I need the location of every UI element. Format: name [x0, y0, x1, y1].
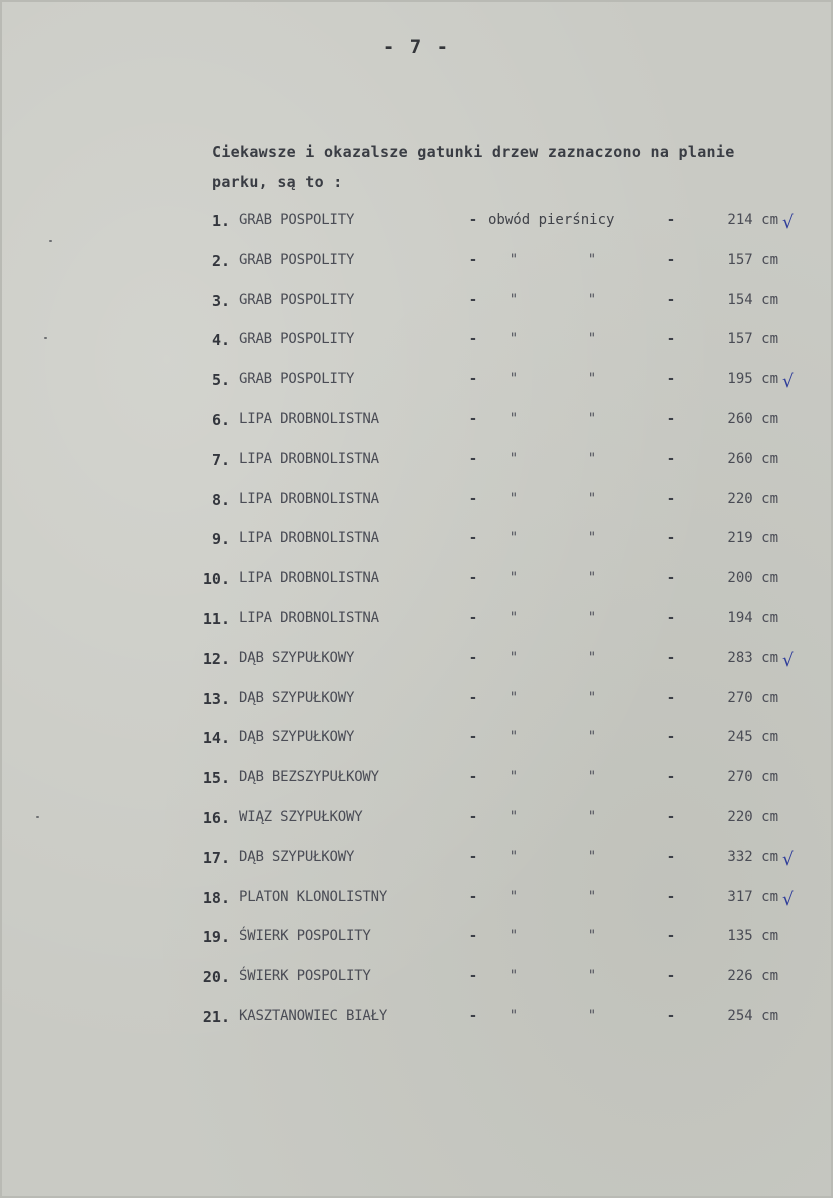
dash-mark: -: [468, 450, 478, 467]
ditto-mark: ": [509, 808, 519, 825]
dash-mark: -: [468, 848, 478, 865]
dash-mark: -: [666, 769, 676, 786]
girth-value: 200 cm: [727, 570, 778, 587]
girth-value: 260 cm: [727, 410, 778, 427]
ditto-mark: ": [509, 570, 519, 587]
ditto-mark: ": [587, 371, 597, 388]
tree-species: GRAB POSPOLITY: [239, 212, 355, 228]
check-mark-icon: √: [782, 212, 794, 233]
tree-species: GRAB POSPOLITY: [239, 331, 355, 348]
ditto-mark: ": [587, 649, 597, 666]
list-item: [0, 483, 833, 523]
dash-mark: -: [666, 689, 676, 706]
item-number: 16.: [202, 808, 230, 827]
list-item: [0, 801, 833, 841]
list-item: [0, 403, 833, 443]
ditto-mark: ": [587, 410, 597, 427]
list-item: [0, 761, 833, 801]
dash-mark: -: [468, 331, 478, 348]
list-item: [0, 363, 833, 403]
check-mark-icon: √: [782, 649, 794, 671]
ditto-mark: ": [587, 530, 597, 547]
ditto-mark: ": [509, 450, 519, 467]
dash-mark: -: [468, 212, 478, 228]
list-item: [0, 204, 833, 244]
ditto-mark: ": [509, 490, 519, 507]
tree-list: [0, 204, 833, 1040]
ditto-mark: ": [587, 689, 597, 706]
ditto-mark: ": [587, 609, 597, 626]
list-item: [0, 841, 833, 881]
list-item: [0, 920, 833, 960]
girth-value: 270 cm: [727, 689, 778, 706]
list-item: [0, 602, 833, 642]
check-mark-icon: √: [782, 371, 794, 393]
check-mark-icon: √: [782, 888, 794, 910]
dash-mark: -: [666, 251, 676, 268]
item-number: 4.: [211, 331, 230, 350]
page-number: - 7 -: [382, 36, 451, 58]
list-item: [0, 284, 833, 324]
tree-species: ŚWIERK POSPOLITY: [239, 928, 371, 945]
ditto-mark: ": [587, 928, 597, 945]
tree-species: LIPA DROBNOLISTNA: [239, 450, 379, 467]
ditto-mark: ": [587, 570, 597, 587]
girth-value: 219 cm: [727, 530, 778, 547]
list-item: [0, 522, 833, 562]
ditto-mark: ": [509, 1007, 519, 1024]
ditto-mark: ": [587, 848, 597, 865]
dash-mark: -: [468, 689, 478, 706]
item-number: 2.: [211, 251, 230, 270]
dash-mark: -: [666, 410, 676, 427]
item-number: 21.: [202, 1007, 230, 1026]
tree-species: LIPA DROBNOLISTNA: [239, 410, 379, 427]
tree-species: GRAB POSPOLITY: [239, 371, 355, 388]
ditto-mark: ": [587, 808, 597, 825]
tree-species: LIPA DROBNOLISTNA: [239, 530, 379, 547]
item-number: 8.: [211, 490, 230, 509]
ditto-mark: ": [587, 490, 597, 507]
item-number: 5.: [211, 371, 230, 390]
intro-line-1: Ciekawsze i okazalsze gatunki drzew zaznaczono na planie: [212, 143, 735, 161]
dash-mark: -: [468, 530, 478, 547]
item-number: 11.: [202, 609, 230, 628]
girth-value: 254 cm: [727, 1007, 778, 1024]
dash-mark: -: [468, 291, 478, 308]
ditto-mark: ": [509, 888, 519, 905]
dash-mark: -: [468, 968, 478, 985]
item-number: 17.: [202, 848, 230, 867]
dash-mark: -: [666, 609, 676, 626]
dash-mark: -: [468, 888, 478, 905]
dash-mark: -: [468, 1007, 478, 1024]
dash-mark: -: [666, 649, 676, 666]
dash-mark: -: [666, 212, 676, 228]
list-item: [0, 323, 833, 363]
tree-species: DĄB SZYPUŁKOWY: [239, 689, 355, 706]
ditto-mark: ": [509, 928, 519, 945]
ditto-mark: ": [587, 888, 597, 905]
list-item: [0, 562, 833, 602]
girth-value: 195 cm: [727, 371, 778, 388]
list-item: [0, 1000, 833, 1040]
girth-value: 220 cm: [727, 490, 778, 507]
tree-species: GRAB POSPOLITY: [239, 251, 355, 268]
girth-value: 245 cm: [727, 729, 778, 746]
ditto-mark: ": [587, 251, 597, 268]
ditto-mark: ": [587, 729, 597, 746]
girth-value: 154 cm: [727, 291, 778, 308]
dash-mark: -: [468, 490, 478, 507]
ditto-mark: ": [509, 371, 519, 388]
tree-species: DĄB SZYPUŁKOWY: [239, 848, 355, 865]
dash-mark: -: [468, 649, 478, 666]
dash-mark: -: [666, 808, 676, 825]
dash-mark: -: [468, 371, 478, 388]
dash-mark: -: [468, 410, 478, 427]
item-number: 9.: [211, 530, 230, 549]
ditto-mark: ": [587, 1007, 597, 1024]
dash-mark: -: [666, 968, 676, 985]
ditto-mark: ": [509, 410, 519, 427]
list-item: [0, 881, 833, 921]
intro-line-2: parku, są to :: [212, 173, 343, 191]
girth-value: 317 cm: [727, 888, 778, 905]
girth-value: 226 cm: [727, 968, 778, 985]
dash-mark: -: [468, 609, 478, 626]
girth-value: 135 cm: [727, 928, 778, 945]
dash-mark: -: [666, 331, 676, 348]
girth-value: 157 cm: [727, 331, 778, 348]
check-mark-icon: √: [782, 848, 794, 870]
ditto-mark: ": [587, 291, 597, 308]
list-item: [0, 721, 833, 761]
dash-mark: -: [468, 570, 478, 587]
dash-mark: -: [666, 1007, 676, 1024]
dash-mark: -: [666, 450, 676, 467]
tree-species: GRAB POSPOLITY: [239, 291, 355, 308]
girth-value: 332 cm: [727, 848, 778, 865]
ditto-mark: ": [509, 291, 519, 308]
item-number: 19.: [202, 928, 230, 947]
girth-value: 283 cm: [727, 649, 778, 666]
item-number: 14.: [202, 729, 230, 748]
tree-species: DĄB SZYPUŁKOWY: [239, 729, 355, 746]
tree-species: LIPA DROBNOLISTNA: [239, 609, 379, 626]
item-number: 12.: [202, 649, 230, 668]
list-item: [0, 244, 833, 284]
item-number: 20.: [202, 968, 230, 987]
dash-mark: -: [666, 888, 676, 905]
ditto-mark: ": [509, 649, 519, 666]
ditto-mark: ": [509, 729, 519, 746]
ditto-mark: ": [587, 450, 597, 467]
item-number: 6.: [211, 410, 230, 429]
item-number: 7.: [211, 450, 230, 469]
girth-value: 157 cm: [727, 251, 778, 268]
tree-species: PLATON KLONOLISTNY: [239, 888, 388, 905]
list-item: [0, 682, 833, 722]
tree-species: WIĄZ SZYPUŁKOWY: [239, 808, 363, 825]
ditto-mark: ": [509, 769, 519, 786]
intro-paragraph: [212, 137, 792, 197]
ditto-mark: ": [509, 331, 519, 348]
ditto-mark: ": [587, 968, 597, 985]
dash-mark: -: [468, 808, 478, 825]
dash-mark: -: [666, 729, 676, 746]
dash-mark: -: [468, 729, 478, 746]
ditto-mark: ": [509, 609, 519, 626]
dash-mark: -: [666, 928, 676, 945]
item-number: 10.: [202, 570, 230, 589]
girth-value: 194 cm: [727, 609, 778, 626]
dash-mark: -: [666, 371, 676, 388]
ditto-mark: ": [587, 331, 597, 348]
dash-mark: -: [666, 848, 676, 865]
tree-species: DĄB SZYPUŁKOWY: [239, 649, 355, 666]
item-number: 18.: [202, 888, 230, 907]
list-item: [0, 960, 833, 1000]
girth-value: 260 cm: [727, 450, 778, 467]
list-item: [0, 642, 833, 682]
tree-species: KASZTANOWIEC BIAŁY: [239, 1007, 388, 1024]
dash-mark: -: [666, 570, 676, 587]
dash-mark: -: [468, 928, 478, 945]
dash-mark: -: [666, 291, 676, 308]
ditto-mark: ": [587, 769, 597, 786]
girth-value: 214 cm: [727, 212, 778, 228]
ditto-mark: ": [509, 968, 519, 985]
ditto-mark: ": [509, 530, 519, 547]
tree-species: ŚWIERK POSPOLITY: [239, 968, 371, 985]
list-item: [0, 443, 833, 483]
tree-species: LIPA DROBNOLISTNA: [239, 490, 379, 507]
dash-mark: -: [666, 530, 676, 547]
item-number: 15.: [202, 769, 230, 788]
girth-value: 270 cm: [727, 769, 778, 786]
tree-species: LIPA DROBNOLISTNA: [239, 570, 379, 587]
item-number: 1.: [211, 212, 230, 230]
ditto-mark: ": [509, 848, 519, 865]
ditto-mark: ": [509, 689, 519, 706]
item-number: 3.: [211, 291, 230, 310]
dash-mark: -: [468, 769, 478, 786]
ditto-mark: ": [509, 251, 519, 268]
girth-value: 220 cm: [727, 808, 778, 825]
tree-species: DĄB BEZSZYPUŁKOWY: [239, 769, 379, 786]
item-number: 13.: [202, 689, 230, 708]
dash-mark: -: [666, 490, 676, 507]
measure-label: obwód pierśnicy: [488, 212, 615, 228]
dash-mark: -: [468, 251, 478, 268]
